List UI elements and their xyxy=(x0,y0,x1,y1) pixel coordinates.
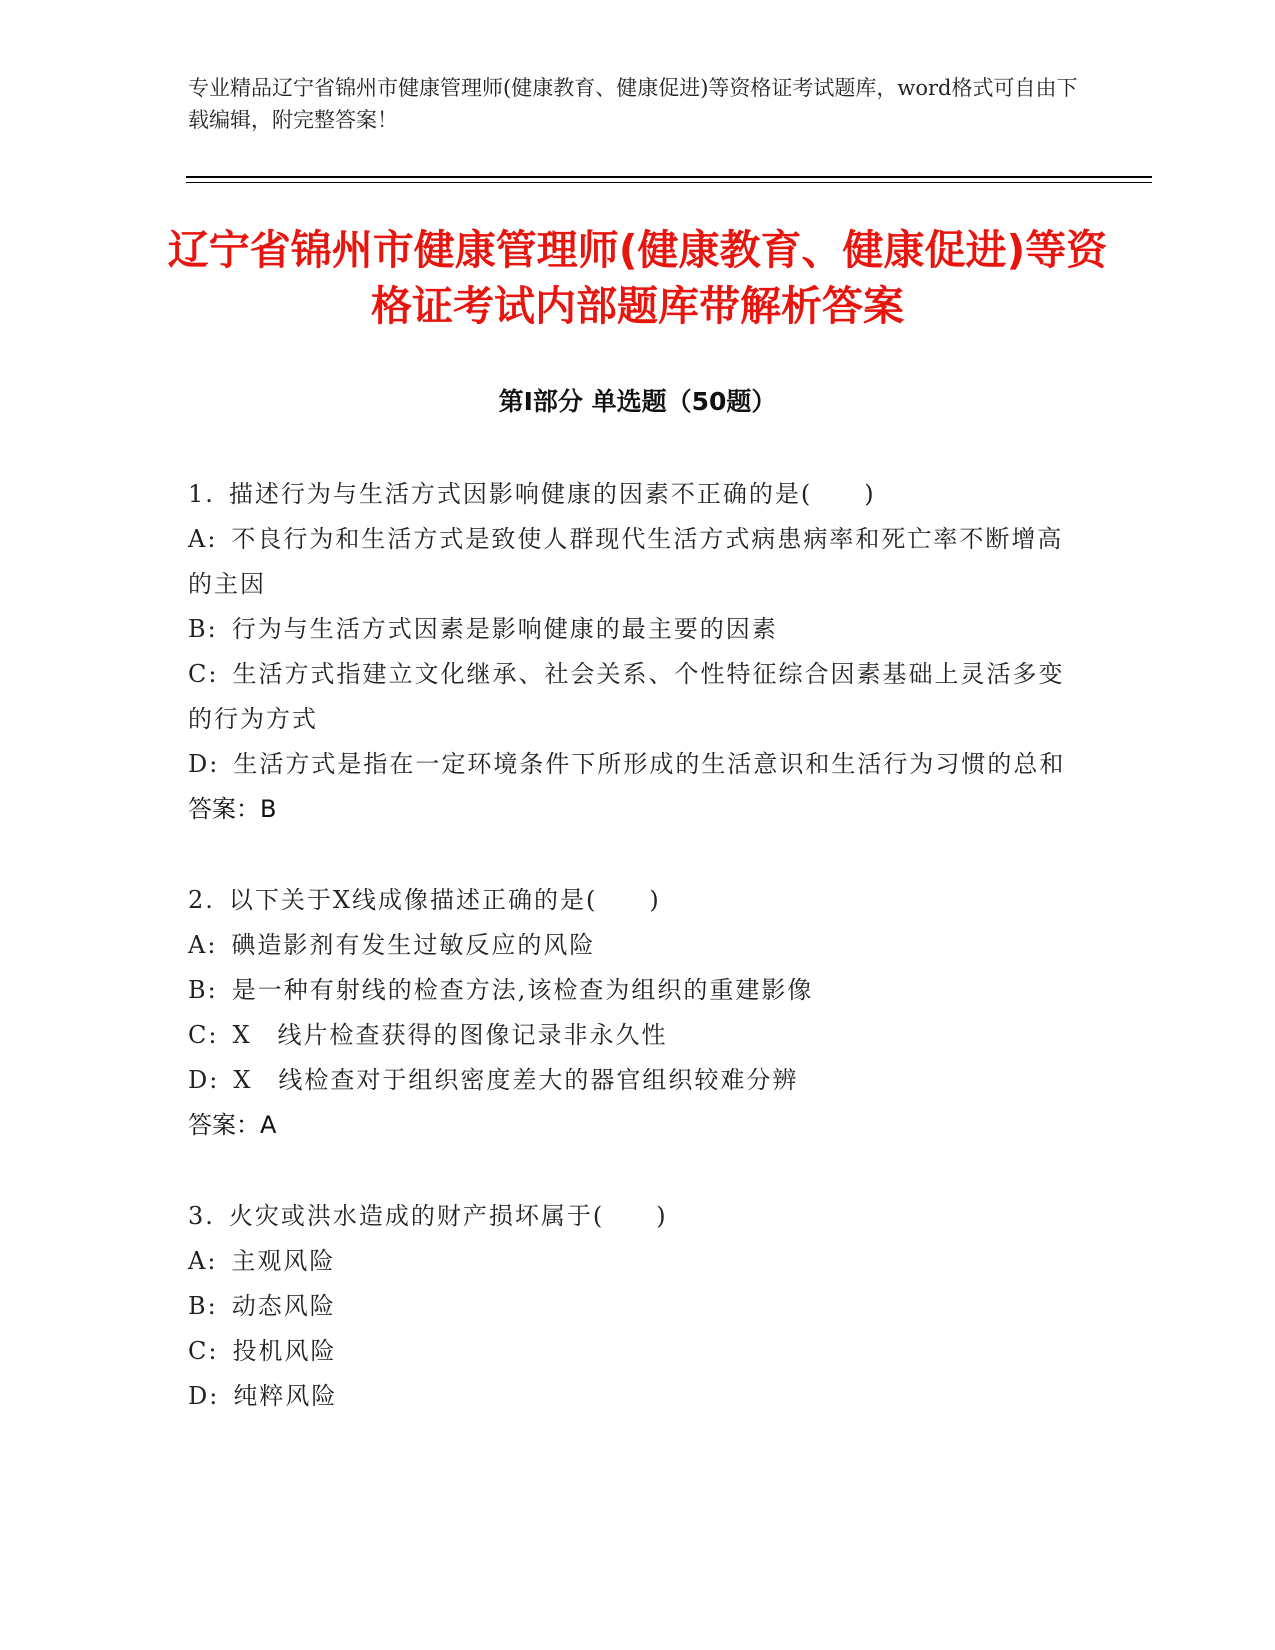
option-text: X 线片检查获得的图像记录非永久性 xyxy=(232,1021,668,1049)
question-stem xyxy=(188,472,1078,517)
option-key: D: xyxy=(188,1382,220,1410)
option-key: D: xyxy=(188,750,220,778)
option-key: C: xyxy=(188,660,219,688)
option-key: A: xyxy=(188,931,218,959)
option-text: 动态风险 xyxy=(231,1292,336,1320)
option-text: X 线检查对于组织密度差大的器官组织较难分辨 xyxy=(233,1066,799,1094)
question-text: 描述行为与生活方式因影响健康的因素不正确的是( ) xyxy=(228,480,876,508)
header-rule-thick xyxy=(186,176,1152,178)
option-key: A: xyxy=(188,525,218,553)
document-title: 辽宁省锦州市健康管理师(健康教育、健康促进)等资格证考试内部题库带解析答案 xyxy=(167,226,1108,330)
option-text: 行为与生活方式因素是影响健康的最主要的因素 xyxy=(231,615,778,643)
option-text: 是一种有射线的检查方法,该检查为组织的重建影像 xyxy=(231,976,814,1004)
question-number: 2. xyxy=(188,886,215,914)
header-rule-thin xyxy=(186,182,1152,183)
question-stem xyxy=(188,878,1078,923)
header-note: 专业精品辽宁省锦州市健康管理师(健康教育、健康促进)等资格证考试题库，word格式可自由下载编辑，附完整答案！ xyxy=(188,76,1078,132)
option-key: B: xyxy=(188,976,218,1004)
question-stem xyxy=(188,1194,1078,1239)
option-text: 碘造影剂有发生过敏反应的风险 xyxy=(231,931,596,959)
question-number: 3. xyxy=(188,1202,215,1230)
question-3 xyxy=(188,1194,1078,1419)
question-text: 以下关于X线成像描述正确的是( ) xyxy=(228,886,661,914)
option-key: B: xyxy=(188,1292,218,1320)
option-key: D: xyxy=(188,1066,220,1094)
option-b xyxy=(188,968,1078,1013)
option-key: A: xyxy=(188,1247,218,1275)
option-a xyxy=(188,1239,1078,1284)
question-list xyxy=(188,472,1078,1465)
question-text: 火灾或洪水造成的财产损坏属于( ) xyxy=(228,1202,668,1230)
section-title: 第Ⅰ部分 单选题（50题） xyxy=(498,387,777,416)
option-key: B: xyxy=(188,615,218,643)
option-d xyxy=(188,1058,1078,1103)
question-2 xyxy=(188,878,1078,1148)
answer: 答案：B xyxy=(188,795,277,823)
option-d xyxy=(188,742,1078,787)
option-c xyxy=(188,652,1078,742)
option-text: 纯粹风险 xyxy=(233,1382,338,1410)
option-text: 生活方式指建立文化继承、社会关系、个性特征综合因素基础上灵活多变的行为方式 xyxy=(188,660,1065,733)
option-a xyxy=(188,923,1078,968)
option-text: 主观风险 xyxy=(231,1247,336,1275)
option-d xyxy=(188,1374,1078,1419)
question-1 xyxy=(188,472,1078,832)
option-text: 生活方式是指在一定环境条件下所形成的生活意识和生活行为习惯的总和 xyxy=(233,750,1066,778)
option-c xyxy=(188,1013,1078,1058)
option-c xyxy=(188,1329,1078,1374)
option-key: C: xyxy=(188,1337,219,1365)
option-b xyxy=(188,607,1078,652)
question-number: 1. xyxy=(188,480,215,508)
option-b xyxy=(188,1284,1078,1329)
answer: 答案：A xyxy=(188,1111,277,1139)
option-key: C: xyxy=(188,1021,219,1049)
option-text: 投机风险 xyxy=(232,1337,337,1365)
option-a xyxy=(188,517,1078,607)
option-text: 不良行为和生活方式是致使人群现代生活方式病患病率和死亡率不断增高的主因 xyxy=(188,525,1064,598)
